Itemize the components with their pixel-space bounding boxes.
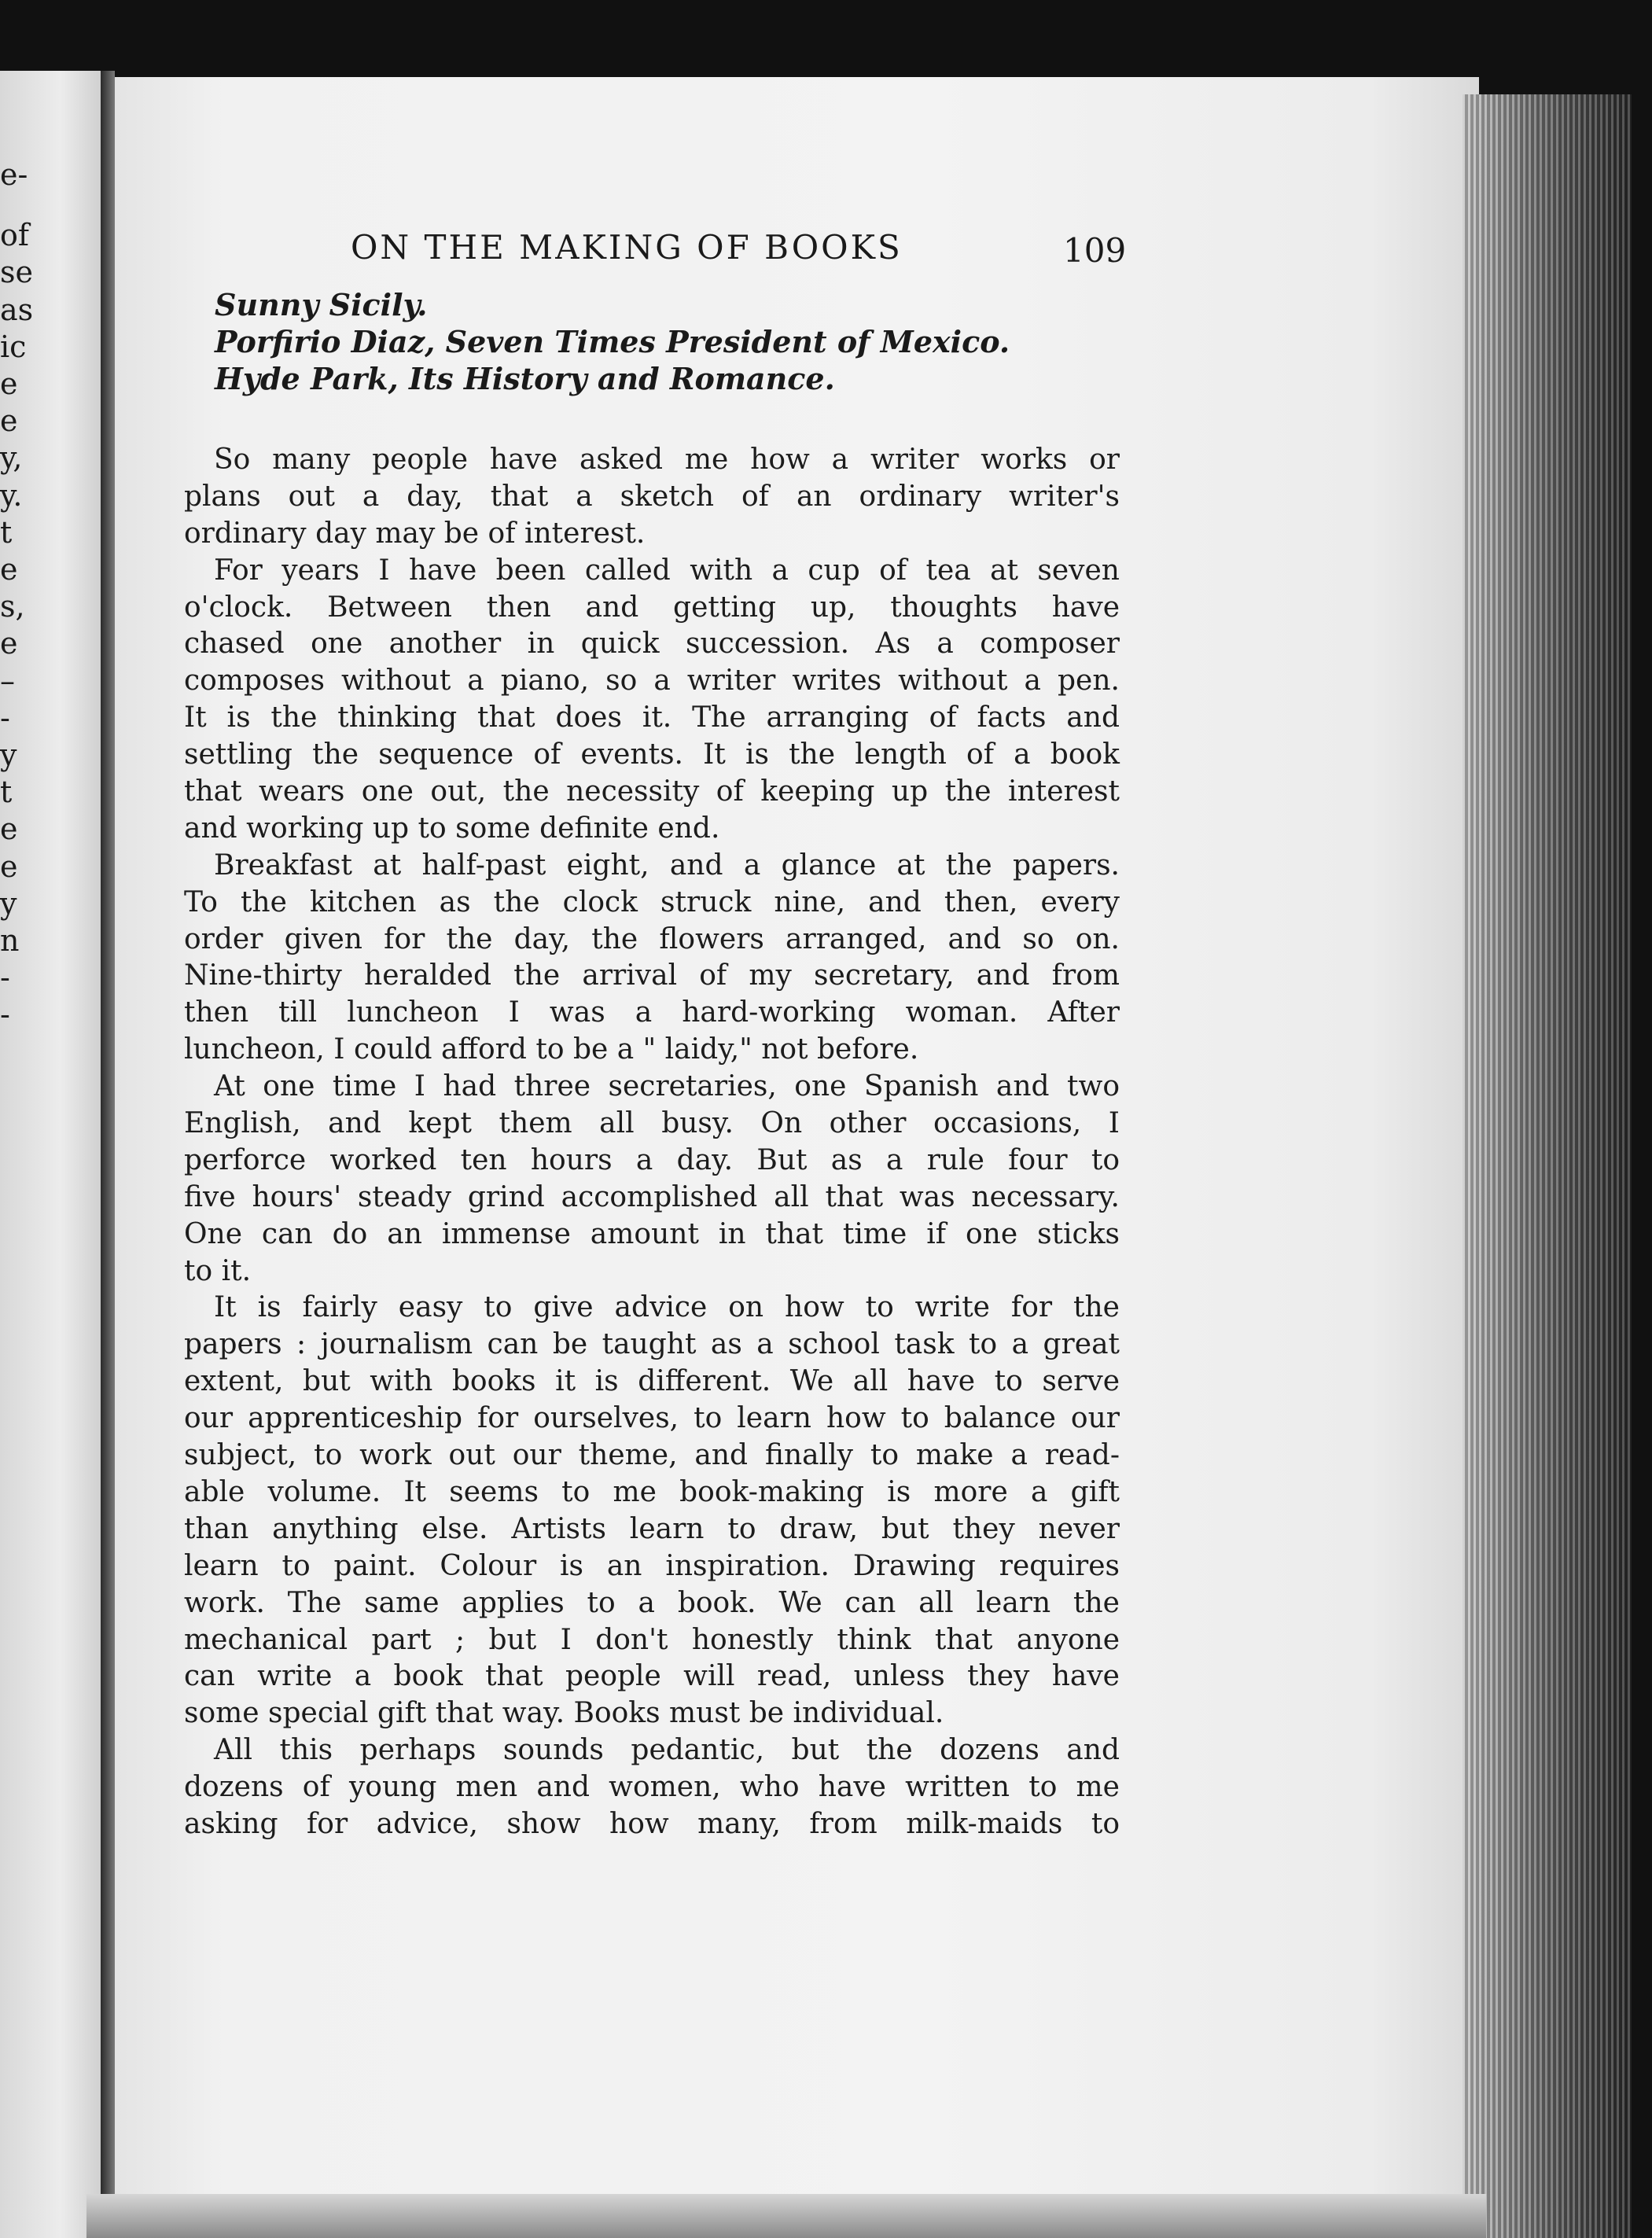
previous-page-fragment: s, (0, 589, 25, 624)
body-line: Breakfast at half-past eight, and a glance at the papers. (214, 848, 1120, 882)
body-line: ordinary day may be of interest. (184, 517, 646, 550)
bottom-page-edge (86, 2194, 1486, 2238)
body-line: and working up to some definite end. (184, 812, 720, 845)
previous-page-fragment: e (0, 403, 18, 439)
body-line: dozens of young men and women, who have written to me (184, 1771, 1120, 1804)
previous-page-fragment: as (0, 292, 34, 327)
body-line: to it. (184, 1254, 252, 1287)
body-line: composes without a piano, so a writer writes without a pen. (184, 664, 1120, 698)
page-edges (1463, 94, 1632, 2238)
body-line: mechanical part ; but I don't honestly think that anyone (184, 1623, 1120, 1656)
book-title-list (215, 286, 1158, 397)
body-line: order given for the day, the flowers arranged, and so on. (184, 922, 1120, 955)
previous-page-fragment: - (0, 700, 10, 735)
body-line: five hours' steady grind accomplished all that was necessary. (184, 1180, 1120, 1213)
body-text (184, 442, 1120, 1843)
body-line: extent, but with books it is different. We all have to serve (184, 1365, 1120, 1398)
body-line: luncheon, I could afford to be a " laidy," not before. (184, 1033, 919, 1066)
body-line: It is fairly easy to give advice on how to write for the (214, 1291, 1120, 1324)
previous-page-fragment: e (0, 812, 18, 847)
body-line: asking for advice, show how many, from milk-maids to (184, 1807, 1120, 1840)
book-title: Porfirio Diaz, Seven Times President of Mexico. (215, 324, 1010, 359)
body-line: can write a book that people will read, unless they have (184, 1660, 1120, 1693)
previous-page-fragment: t (0, 514, 13, 550)
body-line: learn to paint. Colour is an inspiration. Drawing requires (184, 1549, 1120, 1582)
page-number: 109 (1063, 231, 1127, 270)
running-head: ON THE MAKING OF BOOKS (351, 228, 903, 267)
body-line: English, and kept them all busy. On other occasions, I (184, 1107, 1120, 1140)
body-line: able volume. It seems to me book-making is more a gift (184, 1475, 1120, 1508)
body-line: At one time I had three secretaries, one Spanish and two (214, 1070, 1120, 1103)
body-line: It is the thinking that does it. The arranging of facts and (184, 701, 1120, 734)
body-line: chased one another in quick succession. As a composer (184, 628, 1120, 661)
body-line: perforce worked ten hours a day. But as a rule four to (184, 1143, 1120, 1176)
body-line: All this perhaps sounds pedantic, but the dozens and (214, 1734, 1120, 1767)
body-line: work. The same applies to a book. We can all learn the (184, 1586, 1120, 1619)
body-line: To the kitchen as the clock struck nine, and then, every (184, 885, 1120, 918)
previous-page-fragment: e (0, 626, 18, 661)
previous-page-fragment: - (0, 960, 10, 996)
previous-page-fragment: of (0, 218, 29, 253)
body-line: plans out a day, that a sketch of an ordinary writer's (184, 480, 1120, 513)
previous-page-fragment: - (0, 997, 10, 1032)
previous-page-fragment: – (0, 663, 15, 698)
body-line: settling the sequence of events. It is the length of a book (184, 738, 1120, 771)
body-line: some special gift that way. Books must be individual. (184, 1697, 944, 1730)
previous-page-fragment: e (0, 552, 18, 587)
body-line: So many people have asked me how a writer works or (214, 444, 1120, 476)
previous-page-fragment: y (0, 885, 17, 921)
body-line: our apprenticeship for ourselves, to learn how to balance our (184, 1402, 1120, 1435)
previous-page-fragment: y (0, 738, 17, 772)
previous-page-fragment: se (0, 255, 33, 290)
previous-page-fragment: e- (0, 157, 28, 192)
body-line: One can do an immense amount in that time if one sticks (184, 1217, 1120, 1250)
body-line: Nine-thirty heralded the arrival of my secretary, and from (184, 959, 1120, 992)
book-title: Hyde Park, Its History and Romance. (215, 361, 835, 396)
body-line: than anything else. Artists learn to draw, but they never (184, 1512, 1120, 1545)
body-line: For years I have been called with a cup of tea at seven (214, 554, 1120, 587)
previous-page-fragment: n (0, 923, 20, 958)
body-line: that wears one out, the necessity of keeping up the interest (184, 775, 1120, 808)
book-gutter (101, 71, 115, 2238)
previous-page-text-fragments (0, 71, 101, 2238)
body-line: o'clock. Between then and getting up, thoughts have (184, 591, 1120, 624)
body-line: papers : journalism can be taught as a school task to a great (184, 1328, 1120, 1361)
body-line: subject, to work out our theme, and finally to make a read- (184, 1439, 1120, 1472)
previous-page-fragment: e (0, 848, 18, 884)
previous-page-edge (0, 71, 101, 2238)
previous-page-fragment: y, (0, 440, 23, 476)
previous-page-fragment: e (0, 366, 18, 401)
previous-page-fragment: t (0, 775, 13, 810)
body-line: then till luncheon I was a hard-working woman. After (184, 996, 1120, 1029)
book-title: Sunny Sicily. (215, 287, 428, 322)
previous-page-fragment: ic (0, 329, 27, 364)
previous-page-fragment: y. (0, 477, 23, 513)
